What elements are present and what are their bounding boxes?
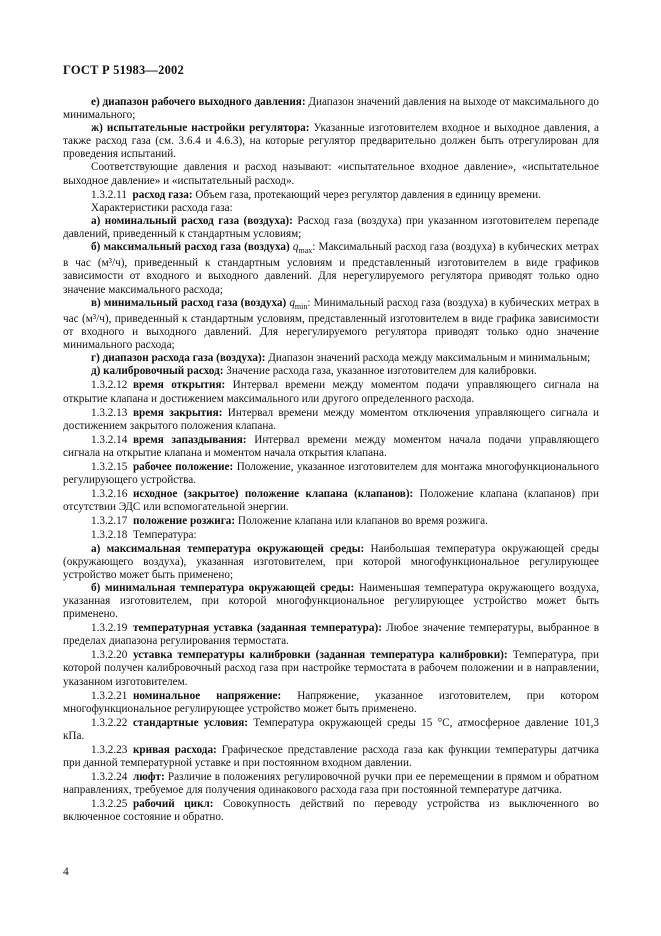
definition-text: Значение расхода газа, указанное изготовителем для калибровки.	[226, 365, 537, 378]
paragraph	[63, 202, 599, 215]
term: ж) испытательные настройки регулятора:	[91, 122, 310, 135]
definition-text: Соответствующие давления и расход называют: «испытательное входное давление», «испытательное выходное давление» и «испытательный расход».	[63, 161, 599, 187]
paragraph	[63, 529, 599, 542]
paragraph	[63, 122, 599, 161]
term: стандартные условия:	[132, 716, 248, 729]
definition-text: Положение клапана или клапанов во время розжига.	[237, 515, 488, 528]
clause-number: 1.3.2.19	[91, 622, 128, 635]
term: б) минимальная температура окружающей среды:	[91, 581, 355, 594]
definition-text: Положение клапана (клапанов) при отсутствии ЭДС или вспомогательной энергии.	[63, 488, 600, 514]
definition-text: Наименьшая температура окружающего воздуха, указанная изготовителем, при которой многофункциональное регулирующее устройство может быть применено.	[63, 581, 600, 621]
definition-text: Температура окружающей среды 15 °С, атмосферное давление 101,3 кПа.	[63, 716, 599, 742]
definition-text: Положение, указанное изготовителем для монтажа многофункционального регулирующего устройства.	[63, 461, 599, 487]
paragraph	[63, 434, 599, 460]
definition-text: : Минимальный расход газа (воздуха) в кубических метрах в час (м³/ч), приведенный к стандартным условиям, представленный изготовителем в виде графика зависимости от входного и выходного давлений. Для нерегулируемого регулятора приводят только одно значение минимального расхода;	[63, 296, 600, 352]
term: е) диапазон рабочего выходного давления:	[91, 96, 306, 108]
clause-number: 1.3.2.22	[91, 716, 128, 729]
paragraph	[63, 582, 599, 621]
definition-text: Различие в положениях регулировочной ручки при ее перемещении в прямом и обратном направлениях, требуемое для получения одинакового расхода газа при постоянной температуре датчика.	[63, 771, 599, 797]
paragraph	[63, 690, 599, 716]
term: б) максимальный расход газа (воздуха)	[91, 241, 290, 254]
definition-text: Указанные изготовителем входное и выходное давления, а также расход газа (см. 3.6.4 и 4.6.3), на которые регулятор предварительно должен быть отрегулирован для проведения испытаний.	[63, 122, 599, 161]
paragraph	[63, 515, 599, 528]
paragraph	[63, 241, 599, 297]
definition-text: Расход газа (воздуха) при указанном изготовителем перепаде давлений, приведенный к стандартным условиям;	[63, 214, 600, 240]
definition-text: Объем газа, протекающий через регулятор давления в единицу времени.	[195, 188, 541, 201]
term: в) минимальный расход газа (воздуха)	[91, 296, 287, 309]
definition-text: Характеристики расхода газа:	[91, 201, 233, 214]
definition-text: Интервал времени между моментом отключения управляющего сигнала и достижением закрытого положения клапана.	[63, 406, 599, 432]
definition-text: Любое значение температуры, выбранное в пределах диапазона регулирования термостата.	[63, 622, 599, 648]
paragraph	[63, 798, 599, 824]
definition-text: Диапазон значений расхода между максимальным и минимальным;	[268, 352, 591, 365]
term: время запаздывания:	[132, 433, 247, 446]
clause-number: 1.3.2.15	[91, 461, 128, 473]
page-number: 4	[63, 866, 69, 878]
symbol: q	[292, 241, 299, 254]
paragraph	[63, 96, 599, 122]
term: уставка температуры калибровки (заданная температура калибровки):	[132, 649, 508, 662]
symbol-subscript: min	[294, 301, 308, 311]
paragraph	[63, 215, 599, 241]
definition-text: Интервал времени между моментом начала подачи управляющего сигнала на открытие клапана и моментом начала открытия клапана.	[63, 433, 599, 459]
term: рабочий цикл:	[132, 798, 214, 811]
clause-number: 1.3.2.13	[91, 406, 128, 419]
clause-number: 1.3.2.11	[91, 188, 127, 201]
term: а) максимальная температура окружающей среды:	[91, 542, 365, 555]
clause-number: 1.3.2.21	[91, 689, 128, 702]
term: рабочее положение:	[132, 461, 234, 473]
term: люфт:	[132, 771, 165, 784]
definition-text: Интервал времени между моментом подачи управляющего сигнала на открытие клапана и достижением максимального или другого определенного расхода.	[63, 379, 600, 405]
definition-text: Совокупность действий по переводу устройства из выключенного во включенное состояние и обратно.	[63, 798, 600, 824]
term: расход газа:	[132, 188, 193, 201]
definition-text: Наибольшая температура окружающей среды (окружающего воздуха), указанная изготовителем, при которой многофункциональное регулирующее устройство может быть применено;	[63, 542, 599, 581]
clause-number: 1.3.2.25	[91, 798, 128, 811]
term: д) калибровочный расход:	[91, 365, 224, 378]
clause-number: 1.3.2.24	[91, 771, 128, 784]
term: положение розжига:	[132, 515, 236, 528]
clause-number: 1.3.2.12	[91, 379, 128, 392]
paragraph	[63, 352, 599, 365]
paragraph	[63, 717, 599, 743]
term: кривая расхода:	[132, 743, 217, 756]
definition-text: Температура, при которой получен калибровочный расход газа при настройке термостата в рабочем положении и в направлении, указанном изготовителем.	[63, 649, 600, 688]
paragraph	[63, 365, 599, 378]
paragraph	[63, 488, 599, 514]
paragraph	[63, 649, 599, 688]
definition-text: Температура:	[132, 529, 197, 542]
document-body	[63, 96, 599, 825]
clause-number: 1.3.2.14	[91, 433, 128, 446]
symbol: q	[289, 296, 295, 309]
paragraph	[63, 161, 599, 187]
paragraph	[63, 297, 599, 353]
term: а) номинальный расход газа (воздуха):	[91, 214, 293, 227]
clause-number: 1.3.2.23	[91, 743, 128, 756]
term: время закрытия:	[132, 406, 223, 419]
term: температурная уставка (заданная температура):	[132, 622, 382, 635]
term: исходное (закрытое) положение клапана (клапанов):	[132, 488, 414, 501]
clause-number: 1.3.2.20	[91, 649, 128, 662]
definition-text: Диапазон значений давления на выходе от максимального до минимального;	[63, 96, 600, 122]
paragraph	[63, 189, 599, 202]
paragraph	[63, 543, 599, 582]
term: время открытия:	[132, 379, 226, 392]
standard-header: ГОСТ Р 51983—2002	[63, 63, 184, 77]
term: номинальное напряжение:	[132, 689, 282, 702]
paragraph	[63, 744, 599, 770]
paragraph	[63, 379, 599, 405]
term: г) диапазон расхода газа (воздуха):	[91, 352, 266, 365]
definition-text: : Максимальный расход газа (воздуха) в кубических метрах в час (м³/ч), приведенный к стандартным условиям и представленный изготовителем в виде графиков зависимости от входного и выходного давлений. Для нерегулируемого регулятора приводят только одно значение максимального расхода;	[63, 241, 599, 296]
paragraph	[63, 407, 599, 433]
definition-text: Графическое представление расхода газа как функции температуры датчика при данной температурной уставке и при постоянном входном давлении.	[63, 743, 600, 770]
clause-number: 1.3.2.17	[91, 515, 128, 528]
clause-number: 1.3.2.18	[91, 529, 128, 542]
paragraph	[63, 622, 599, 648]
clause-number: 1.3.2.16	[91, 488, 128, 501]
definition-text: Напряжение, указанное изготовителем, при котором многофункциональное регулирующее устройство может быть применено.	[63, 689, 600, 715]
paragraph	[63, 461, 599, 487]
paragraph	[63, 771, 599, 797]
symbol-subscript: max	[298, 246, 313, 256]
